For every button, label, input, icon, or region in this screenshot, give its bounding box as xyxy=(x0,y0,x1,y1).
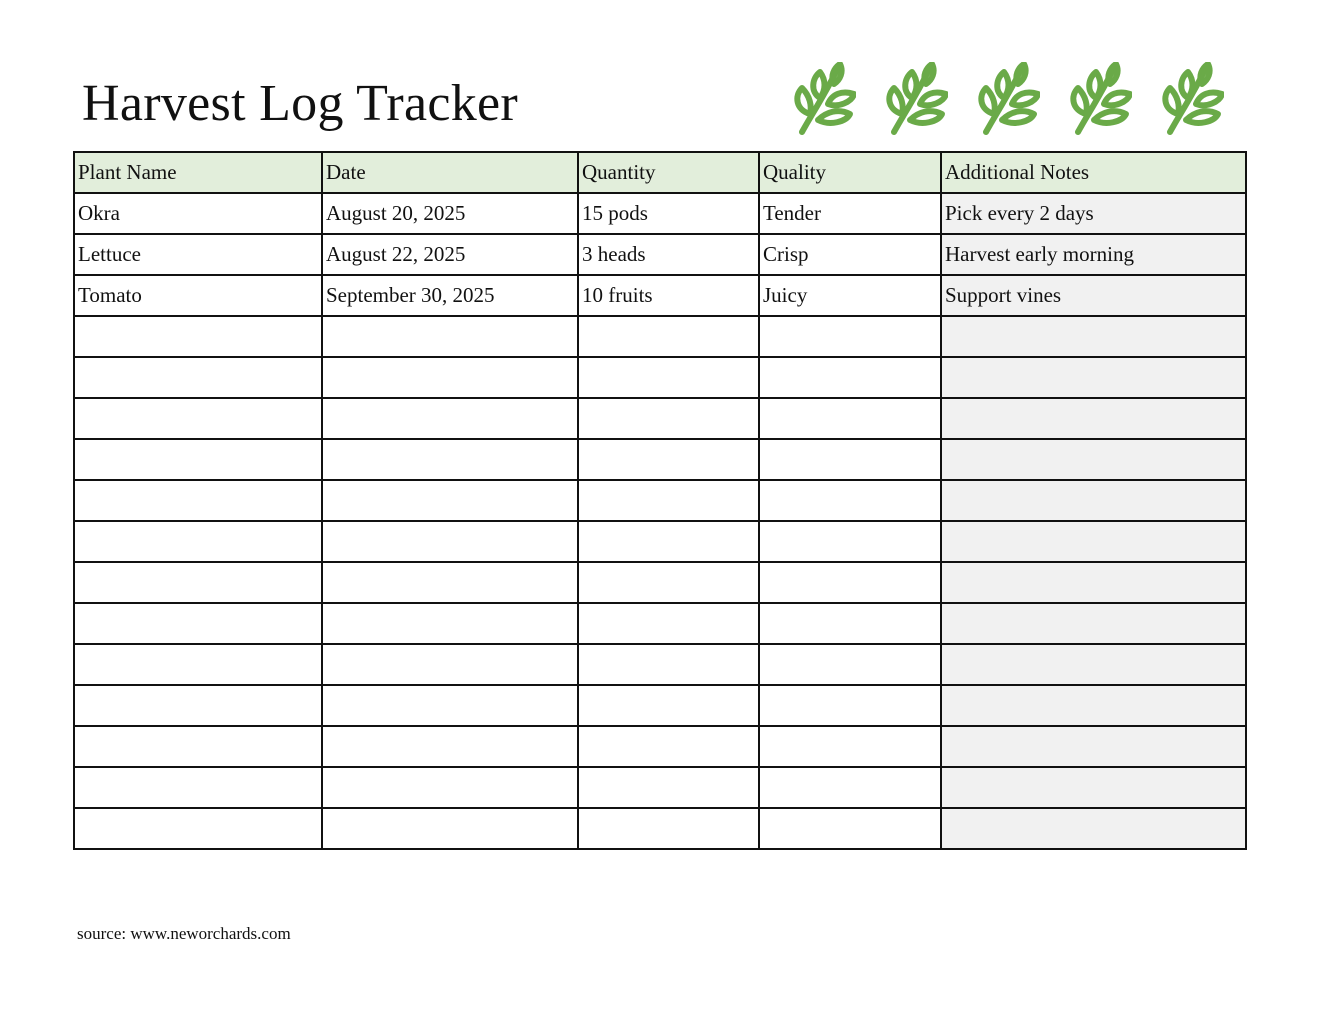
notes-cell[interactable] xyxy=(941,767,1246,808)
notes-cell[interactable]: Pick every 2 days xyxy=(941,193,1246,234)
table-row xyxy=(74,234,1246,275)
notes-cell[interactable] xyxy=(941,603,1246,644)
quality-cell[interactable]: Tender xyxy=(759,193,941,234)
table-row xyxy=(74,357,1246,398)
quality-cell[interactable] xyxy=(759,644,941,685)
date-cell[interactable]: August 22, 2025 xyxy=(322,234,578,275)
quality-cell[interactable] xyxy=(759,562,941,603)
date-cell[interactable] xyxy=(322,767,578,808)
date-cell[interactable] xyxy=(322,603,578,644)
quality-cell[interactable]: Juicy xyxy=(759,275,941,316)
date-cell[interactable] xyxy=(322,480,578,521)
leaf-sprig-icon xyxy=(790,62,856,136)
plant-name-cell[interactable] xyxy=(74,767,322,808)
quantity-cell[interactable] xyxy=(578,808,759,849)
notes-cell[interactable]: Support vines xyxy=(941,275,1246,316)
table-row xyxy=(74,398,1246,439)
quantity-cell[interactable] xyxy=(578,726,759,767)
plant-name-cell[interactable] xyxy=(74,398,322,439)
column-header-date: Date xyxy=(322,152,578,193)
date-cell[interactable] xyxy=(322,644,578,685)
notes-cell[interactable] xyxy=(941,480,1246,521)
table-row xyxy=(74,603,1246,644)
date-cell[interactable] xyxy=(322,521,578,562)
notes-cell[interactable] xyxy=(941,439,1246,480)
notes-cell[interactable] xyxy=(941,562,1246,603)
date-cell[interactable] xyxy=(322,316,578,357)
quality-cell[interactable] xyxy=(759,439,941,480)
plant-name-cell[interactable] xyxy=(74,439,322,480)
table-row xyxy=(74,685,1246,726)
column-header-additional-notes: Additional Notes xyxy=(941,152,1246,193)
quality-cell[interactable] xyxy=(759,357,941,398)
notes-cell[interactable] xyxy=(941,726,1246,767)
notes-cell[interactable] xyxy=(941,316,1246,357)
date-cell[interactable] xyxy=(322,808,578,849)
notes-cell[interactable] xyxy=(941,521,1246,562)
table-row xyxy=(74,726,1246,767)
table-header-row xyxy=(74,152,1246,193)
quantity-cell[interactable] xyxy=(578,398,759,439)
date-cell[interactable] xyxy=(322,685,578,726)
page-title: Harvest Log Tracker xyxy=(82,75,519,132)
plant-name-cell[interactable]: Tomato xyxy=(74,275,322,316)
plant-name-cell[interactable] xyxy=(74,808,322,849)
date-cell[interactable] xyxy=(322,439,578,480)
quantity-cell[interactable] xyxy=(578,357,759,398)
table-body xyxy=(74,193,1246,849)
column-header-quantity: Quantity xyxy=(578,152,759,193)
notes-cell[interactable] xyxy=(941,644,1246,685)
table-row xyxy=(74,562,1246,603)
quality-cell[interactable] xyxy=(759,316,941,357)
plant-name-cell[interactable]: Okra xyxy=(74,193,322,234)
date-cell[interactable]: August 20, 2025 xyxy=(322,193,578,234)
date-cell[interactable]: September 30, 2025 xyxy=(322,275,578,316)
plant-name-cell[interactable] xyxy=(74,603,322,644)
quality-cell[interactable] xyxy=(759,685,941,726)
table-row xyxy=(74,316,1246,357)
leaf-sprig-icon xyxy=(974,62,1040,136)
plant-name-cell[interactable] xyxy=(74,685,322,726)
table-row xyxy=(74,193,1246,234)
quantity-cell[interactable] xyxy=(578,644,759,685)
plant-name-cell[interactable] xyxy=(74,521,322,562)
quantity-cell[interactable] xyxy=(578,767,759,808)
leaf-sprig-icon xyxy=(882,62,948,136)
plant-name-cell[interactable]: Lettuce xyxy=(74,234,322,275)
date-cell[interactable] xyxy=(322,357,578,398)
quantity-cell[interactable]: 3 heads xyxy=(578,234,759,275)
quality-cell[interactable] xyxy=(759,767,941,808)
harvest-log-table xyxy=(73,151,1247,850)
date-cell[interactable] xyxy=(322,726,578,767)
column-header-quality: Quality xyxy=(759,152,941,193)
notes-cell[interactable] xyxy=(941,398,1246,439)
table-row xyxy=(74,439,1246,480)
leaf-decoration-row xyxy=(790,62,1224,136)
plant-name-cell[interactable] xyxy=(74,357,322,398)
plant-name-cell[interactable] xyxy=(74,316,322,357)
table-row xyxy=(74,275,1246,316)
quantity-cell[interactable] xyxy=(578,685,759,726)
quality-cell[interactable] xyxy=(759,398,941,439)
leaf-sprig-icon xyxy=(1158,62,1224,136)
quality-cell[interactable]: Crisp xyxy=(759,234,941,275)
source-credit: source: www.neworchards.com xyxy=(77,924,291,943)
plant-name-cell[interactable] xyxy=(74,562,322,603)
quality-cell[interactable] xyxy=(759,521,941,562)
table-row xyxy=(74,767,1246,808)
quantity-cell[interactable] xyxy=(578,603,759,644)
date-cell[interactable] xyxy=(322,398,578,439)
plant-name-cell[interactable] xyxy=(74,644,322,685)
quantity-cell[interactable] xyxy=(578,521,759,562)
leaf-sprig-icon xyxy=(1066,62,1132,136)
quantity-cell[interactable]: 15 pods xyxy=(578,193,759,234)
table-row xyxy=(74,644,1246,685)
notes-cell[interactable] xyxy=(941,808,1246,849)
table-row xyxy=(74,480,1246,521)
table-row xyxy=(74,521,1246,562)
notes-cell[interactable]: Harvest early morning xyxy=(941,234,1246,275)
plant-name-cell[interactable] xyxy=(74,726,322,767)
notes-cell[interactable] xyxy=(941,685,1246,726)
quantity-cell[interactable]: 10 fruits xyxy=(578,275,759,316)
column-header-plant-name: Plant Name xyxy=(74,152,322,193)
notes-cell[interactable] xyxy=(941,357,1246,398)
quality-cell[interactable] xyxy=(759,603,941,644)
table-row xyxy=(74,808,1246,849)
quality-cell[interactable] xyxy=(759,726,941,767)
quantity-cell[interactable] xyxy=(578,562,759,603)
date-cell[interactable] xyxy=(322,562,578,603)
plant-name-cell[interactable] xyxy=(74,480,322,521)
quality-cell[interactable] xyxy=(759,480,941,521)
quantity-cell[interactable] xyxy=(578,439,759,480)
quality-cell[interactable] xyxy=(759,808,941,849)
quantity-cell[interactable] xyxy=(578,316,759,357)
quantity-cell[interactable] xyxy=(578,480,759,521)
